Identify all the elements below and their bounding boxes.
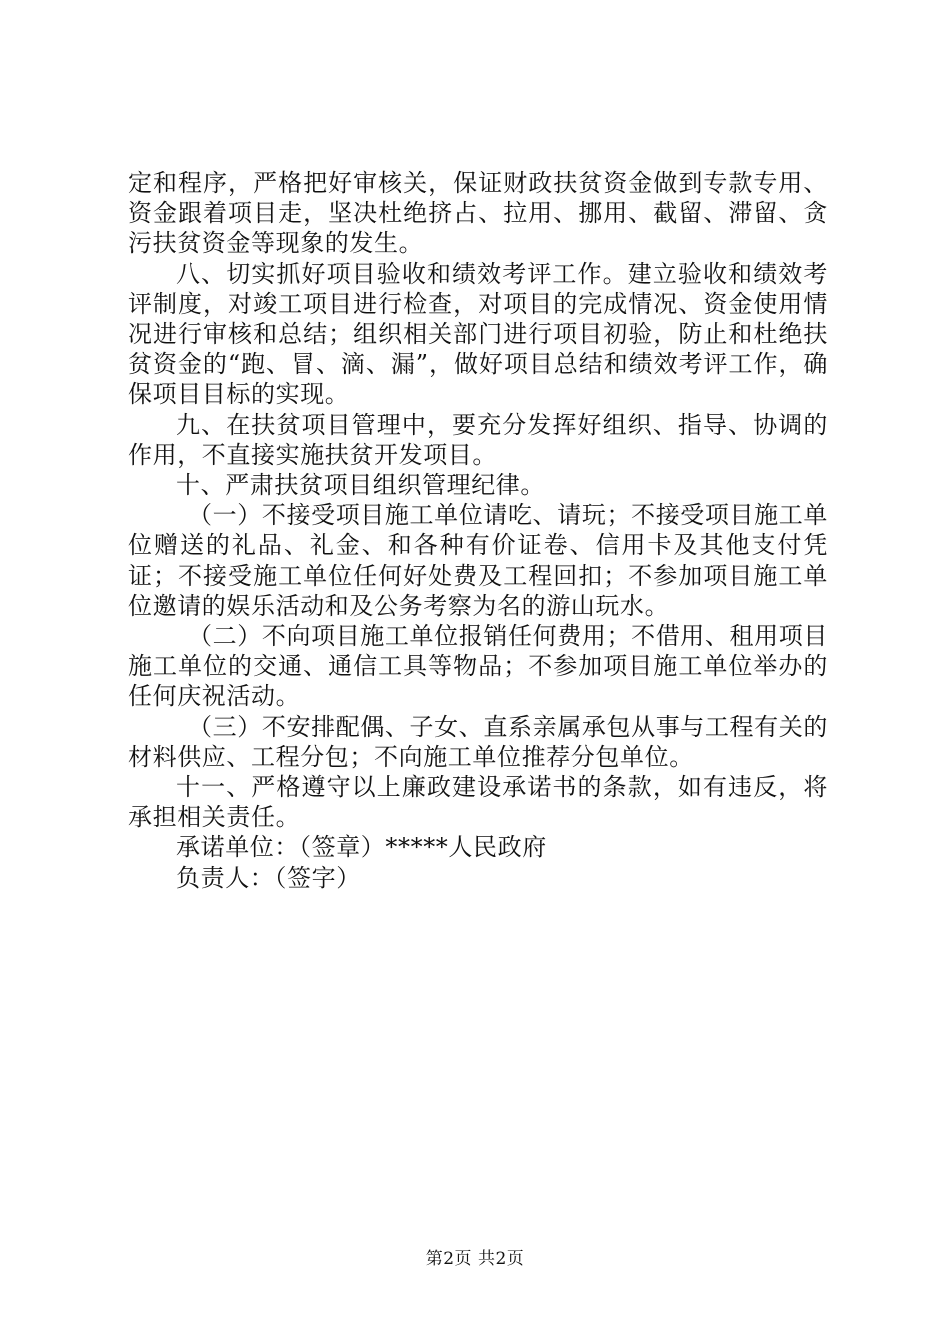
paragraph-item-10-sub-1: （一）不接受项目施工单位请吃、请玩；不接受项目施工单位赠送的礼品、礼金、和各种有价证卷、信用卡及其他支付凭证；不接受施工单位任何好处费及工程回扣；不参加项目施工单位邀请的娱乐活动和及公务考察为名的游山玩水。 bbox=[128, 501, 828, 620]
paragraph-item-10-sub-2: （二）不向项目施工单位报销任何费用；不借用、租用项目施工单位的交通、通信工具等物品；不参加项目施工单位举办的任何庆祝活动。 bbox=[128, 622, 828, 711]
paragraph-item-10: 十、严肃扶贫项目组织管理纪律。 bbox=[176, 471, 545, 500]
paragraph-item-9: 九、在扶贫项目管理中，要充分发挥好组织、指导、协调的作用，不直接实施扶贫开发项目。 bbox=[128, 410, 828, 469]
paragraph-continuation: 定和程序，严格把好审核关，保证财政扶贫资金做到专款专用、资金跟着项目走，坚决杜绝挤占、拉用、挪用、截留、滞留、贪污扶贫资金等现象的发生。 bbox=[128, 169, 828, 258]
paragraph-item-8: 八、切实抓好项目验收和绩效考评工作。建立验收和绩效考评制度，对竣工项目进行检查，对项目的完成情况、资金使用情况进行审核和总结；组织相关部门进行项目初验，防止和杜绝扶贫资金的“跑、冒、滴、漏”，做好项目总结和绩效考评工作，确保项目目标的实现。 bbox=[128, 259, 828, 409]
signature-unit-line: 承诺单位：（签章）*****人民政府 bbox=[176, 833, 547, 862]
page-number-footer: 第2页 共2页 bbox=[425, 1249, 525, 1269]
document-body bbox=[128, 168, 828, 893]
paragraph-item-10-sub-3: （三）不安排配偶、子女、直系亲属承包从事与工程有关的材料供应、工程分包；不向施工单位推荐分包单位。 bbox=[128, 712, 828, 771]
signature-person-line: 负责人：（签字） bbox=[176, 863, 361, 892]
paragraph-item-11: 十一、严格遵守以上廉政建设承诺书的条款，如有违反，将承担相关责任。 bbox=[128, 773, 828, 832]
